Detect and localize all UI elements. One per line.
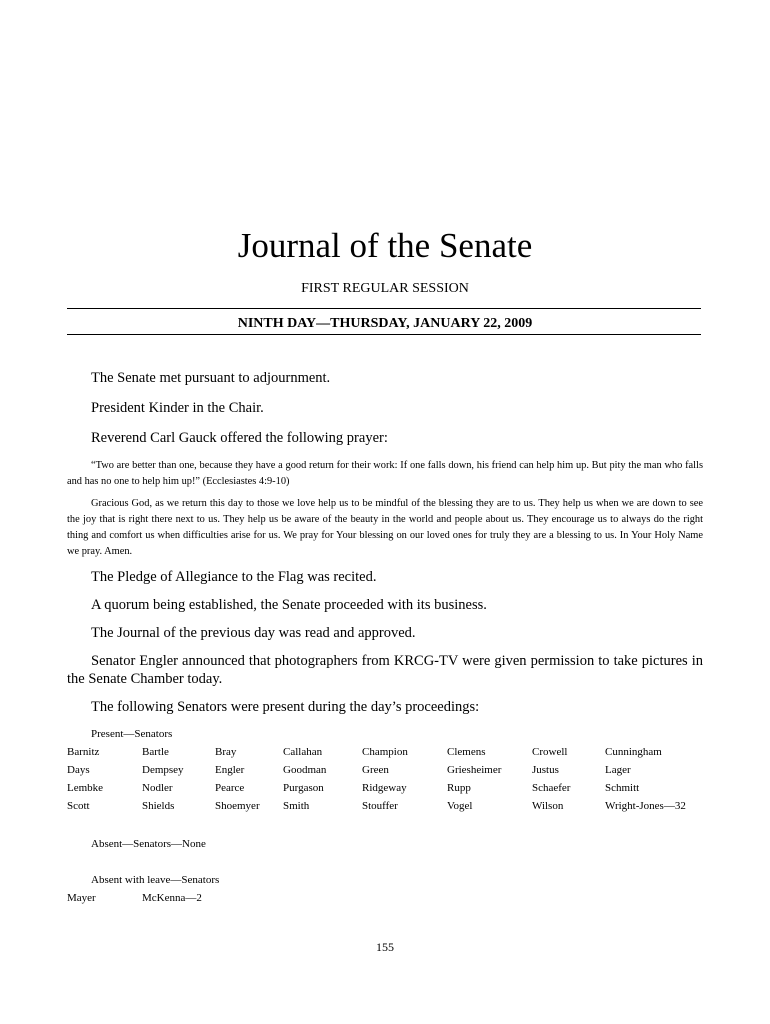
- paragraph-adjournment: The Senate met pursuant to adjournment.: [91, 370, 331, 386]
- senator-name: Cunningham: [605, 746, 662, 758]
- paragraph-prayer-intro: Reverend Carl Gauck offered the following prayer:: [91, 430, 388, 446]
- senator-name: Schaefer: [532, 782, 571, 794]
- senator-name: Scott: [67, 800, 90, 812]
- roll-row: [67, 746, 707, 762]
- senator-name: Dempsey: [142, 764, 184, 776]
- prayer-text: Gracious God, as we return this day to those we love help us to be mindful of the blessing they are to us. They help us when we are down to see the joy that is right there next to us. They help us be aware of the beauty in the world and people about us. They encourage us to always do the right thing and comfort us when difficulties arise for us. We pray for Your blessing on our loved ones for truly they are a blessing to us. In Your Holy Name we pray. Amen.: [67, 498, 703, 557]
- senator-name: Vogel: [447, 800, 473, 812]
- senator-name: Nodler: [142, 782, 173, 794]
- senator-name: Callahan: [283, 746, 323, 758]
- roll-row: [67, 764, 707, 780]
- paragraph-senators-present: The following Senators were present during the day’s proceedings:: [91, 699, 480, 715]
- paragraph-chair: President Kinder in the Chair.: [91, 400, 264, 416]
- roll-row: [67, 892, 707, 908]
- paragraph-journal-approved: The Journal of the previous day was read and approved.: [91, 625, 416, 641]
- absent-with-leave-label: Absent with leave—Senators: [91, 874, 220, 886]
- page-number: 155: [376, 940, 394, 954]
- senator-name: Ridgeway: [362, 782, 407, 794]
- senator-name: Engler: [215, 764, 245, 776]
- senator-name: Mayer: [67, 892, 96, 904]
- session-subtitle: FIRST REGULAR SESSION: [301, 281, 469, 296]
- absent-label: Absent—Senators—None: [91, 838, 206, 850]
- senator-name: Lembke: [67, 782, 104, 794]
- day-heading: NINTH DAY—THURSDAY, JANUARY 22, 2009: [237, 316, 533, 331]
- senator-name: Days: [67, 764, 90, 776]
- senator-name: Smith: [283, 800, 310, 812]
- senator-name: Green: [362, 764, 389, 776]
- senator-name: Griesheimer: [447, 764, 502, 776]
- senator-name: Shields: [142, 800, 175, 812]
- senator-name: Wilson: [532, 800, 564, 812]
- paragraph-quorum: A quorum being established, the Senate proceeded with its business.: [91, 597, 487, 613]
- senator-name: Schmitt: [605, 782, 640, 794]
- senator-name: Bartle: [142, 746, 169, 758]
- senator-name: Rupp: [447, 782, 471, 794]
- senator-name: Crowell: [532, 746, 568, 758]
- present-label: Present—Senators: [91, 728, 173, 740]
- page-title: Journal of the Senate: [237, 226, 533, 265]
- senator-name: McKenna—2: [142, 892, 202, 904]
- senator-name: Shoemyer: [215, 800, 260, 812]
- senator-name: Wright-Jones—32: [605, 800, 686, 812]
- paragraph-pledge: The Pledge of Allegiance to the Flag was recited.: [91, 569, 377, 585]
- senator-name: Pearce: [215, 782, 245, 794]
- senator-name: Clemens: [447, 746, 486, 758]
- bottom-rule: [67, 334, 701, 335]
- prayer-quote: “Two are better than one, because they have a good return for their work: If one falls down, his friend can help him up. But pity the man who falls and has no one to help him up!” (Ecclesiastes 4:9-10): [67, 460, 703, 487]
- top-rule: [67, 308, 701, 309]
- roll-row: [67, 800, 707, 816]
- roll-row: [67, 782, 707, 798]
- senator-name: Bray: [215, 746, 237, 758]
- paragraph-photographers: Senator Engler announced that photographers from KRCG-TV were given permission to take pictures in the Senate Chamber today.: [67, 653, 703, 687]
- senator-name: Purgason: [283, 782, 324, 794]
- senator-name: Champion: [362, 746, 408, 758]
- senator-name: Barnitz: [67, 746, 100, 758]
- senator-name: Lager: [605, 764, 631, 776]
- senator-name: Stouffer: [362, 800, 398, 812]
- senator-name: Goodman: [283, 764, 327, 776]
- senator-name: Justus: [532, 764, 559, 776]
